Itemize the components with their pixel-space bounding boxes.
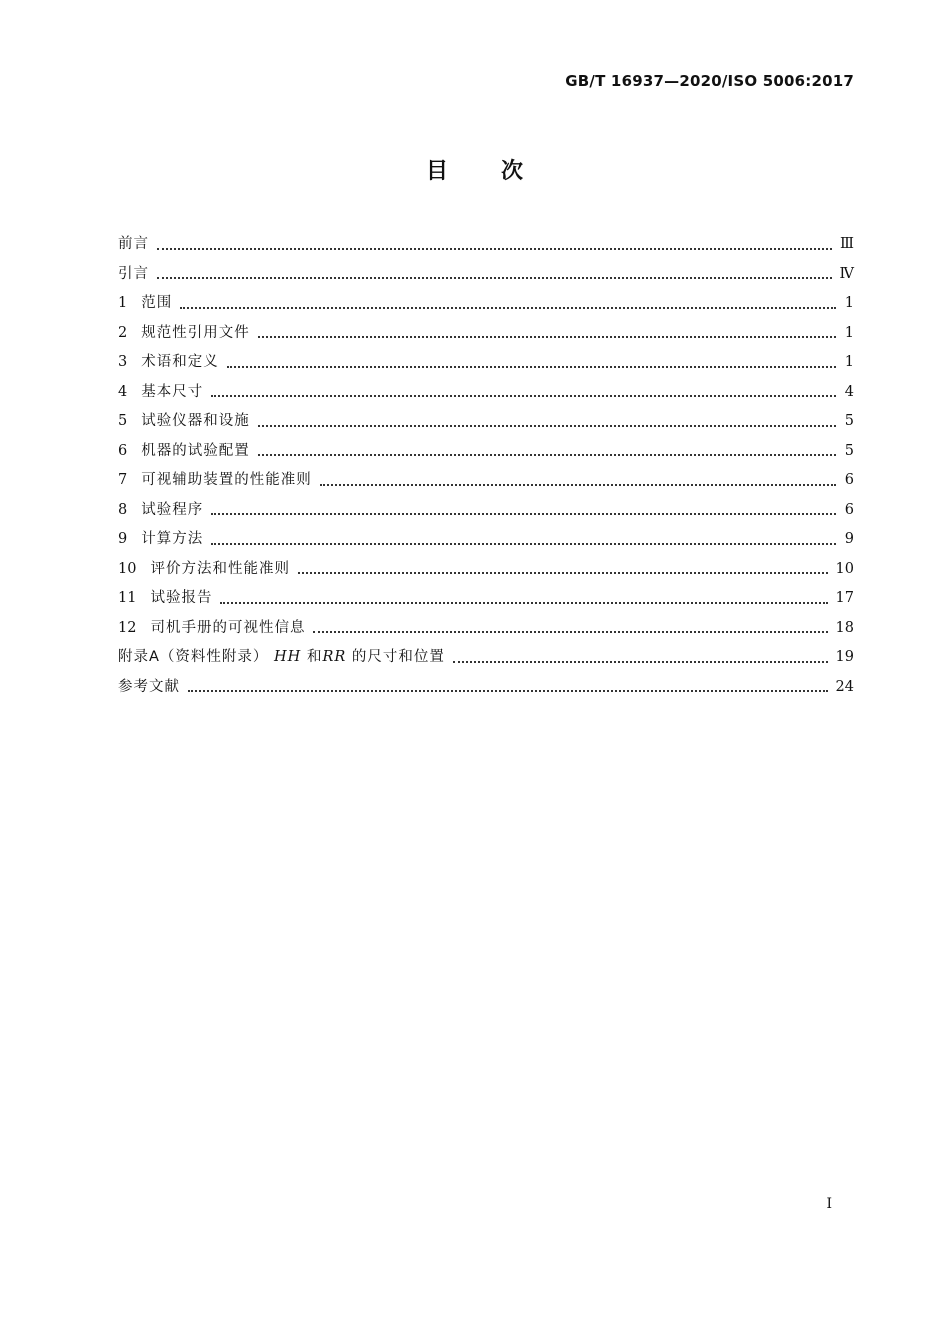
standard-code: GB/T 16937—2020/ISO 5006:2017 [565, 72, 854, 90]
toc-entry-2[interactable] [118, 319, 854, 349]
toc-number: 11 [118, 590, 137, 606]
toc-label: 评价方法和性能准则 [150, 560, 290, 577]
title-char-2: 次 [501, 159, 525, 184]
toc-leader [258, 336, 836, 338]
toc-page: 19 [835, 649, 854, 665]
toc-number: 2 [118, 324, 128, 341]
toc-page: 1 [844, 295, 854, 311]
toc-page: 17 [835, 590, 854, 606]
toc-page: 18 [835, 619, 854, 636]
toc-page: 4 [844, 383, 854, 400]
toc-leader [211, 543, 836, 545]
toc-label: 司机手册的可视性信息 [150, 619, 306, 636]
toc-leader [453, 661, 828, 663]
page-title [0, 154, 950, 185]
toc-leader [220, 602, 827, 604]
toc-leader [258, 454, 836, 456]
toc-label: 试验报告 [150, 590, 213, 606]
toc-leader [211, 395, 836, 397]
toc-entry-annex-a[interactable] [118, 643, 854, 673]
toc-number: 8 [118, 501, 128, 518]
toc-entry-bibliography[interactable] [118, 673, 854, 703]
toc-label: 基本尺寸 [141, 383, 204, 400]
toc-label: 试验仪器和设施 [141, 413, 250, 429]
toc-number: 10 [118, 560, 137, 577]
toc-leader [313, 631, 827, 633]
toc-entry-4[interactable] [118, 378, 854, 408]
toc-label: 可视辅助装置的性能准则 [141, 472, 312, 488]
toc-number: 1 [118, 295, 128, 311]
toc-entry-foreword[interactable] [118, 230, 854, 260]
toc-label: 前言 [118, 236, 149, 252]
annex-prefix: 附录A（资料性附录） [118, 649, 269, 665]
toc-leader [188, 690, 828, 692]
toc-label: 机器的试验配置 [141, 442, 250, 459]
page-number: I [826, 1196, 832, 1212]
title-char-1: 目 [425, 159, 449, 184]
toc-entry-12[interactable] [118, 614, 854, 644]
toc-leader [298, 572, 828, 574]
toc-entry-introduction[interactable] [118, 260, 854, 290]
toc-number: 3 [118, 354, 128, 370]
toc-page: Ⅳ [839, 265, 854, 282]
toc-leader [227, 366, 836, 368]
toc-entry-7[interactable] [118, 466, 854, 496]
toc-page: 6 [844, 472, 854, 488]
toc-number: 4 [118, 383, 128, 400]
toc-label [118, 643, 453, 673]
toc-number: 5 [118, 413, 128, 429]
toc-entry-8[interactable] [118, 496, 854, 526]
toc-label: 引言 [118, 265, 149, 282]
toc-page: 9 [844, 531, 854, 547]
toc-page: 5 [844, 442, 854, 459]
toc-number: 7 [118, 472, 128, 488]
toc-entry-6[interactable] [118, 437, 854, 467]
toc-number: 6 [118, 442, 128, 459]
toc-label: 术语和定义 [141, 354, 219, 370]
toc-entry-11[interactable] [118, 584, 854, 614]
toc-entry-1[interactable] [118, 289, 854, 319]
toc-leader [258, 425, 836, 427]
toc-entry-10[interactable] [118, 555, 854, 585]
toc-label: 试验程序 [141, 501, 204, 518]
annex-italic-rr: RR [322, 649, 347, 665]
toc-page: 1 [844, 324, 854, 341]
annex-mid: 和 [306, 649, 323, 665]
toc-label: 规范性引用文件 [141, 324, 250, 341]
table-of-contents [118, 230, 854, 702]
toc-leader [180, 307, 836, 309]
toc-page: Ⅲ [840, 236, 854, 252]
toc-label: 范围 [141, 295, 173, 311]
toc-entry-3[interactable] [118, 348, 854, 378]
toc-page: 10 [835, 560, 854, 577]
toc-entry-9[interactable] [118, 525, 854, 555]
toc-label: 计算方法 [141, 531, 204, 547]
toc-number: 12 [118, 619, 137, 636]
toc-leader [211, 513, 836, 515]
toc-page: 24 [835, 678, 854, 695]
toc-entry-5[interactable] [118, 407, 854, 437]
annex-suffix: 的尺寸和位置 [351, 649, 445, 665]
toc-label: 参考文献 [118, 678, 180, 695]
annex-italic-hh: HH [274, 649, 302, 665]
toc-leader [157, 248, 832, 250]
toc-number: 9 [118, 531, 128, 547]
toc-leader [320, 484, 836, 486]
toc-page: 6 [844, 501, 854, 518]
toc-page: 5 [844, 413, 854, 429]
toc-leader [157, 277, 832, 279]
toc-page: 1 [844, 354, 854, 370]
